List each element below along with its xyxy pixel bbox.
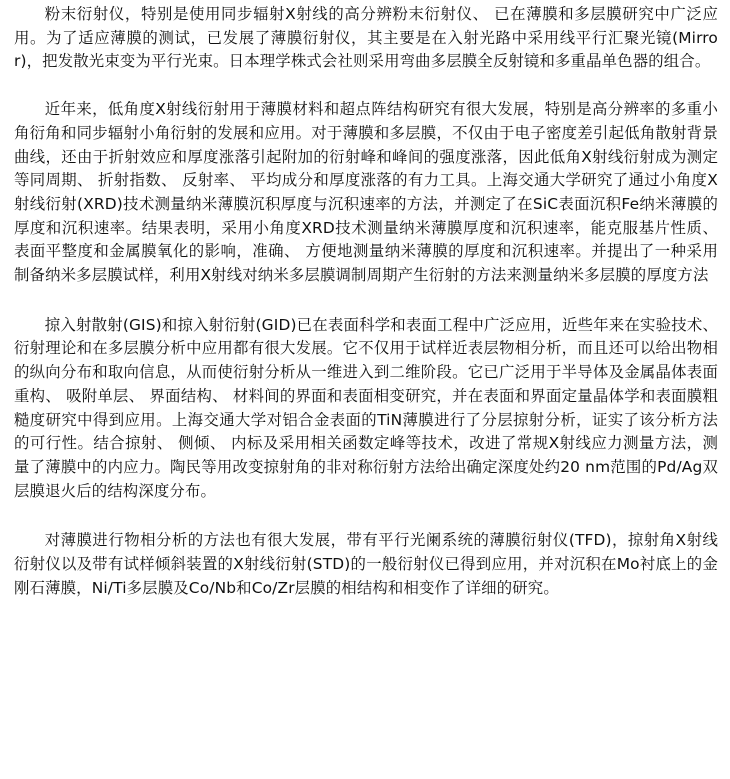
document-body [14,0,718,600]
paragraph-grazing-incidence: 掠入射散射(GIS)和掠入射衍射(GID)已在表面科学和表面工程中广泛应用，近些年来在实验技术、 衍射理论和在多层膜分析中应用都有很大发展。它不仅用于试样近表层物相分析，而且还可以给出物相的纵向分布和取向信息，从而使衍射分析从一维进入到二维阶段。它已广泛用于半导体及金属晶体表面重构、 吸附单层、 界面结构、 材料间的界面和表面相变研究，并在表面和界面定量晶体学和表面膜粗糙度研究中得到应用。上海交通大学对铝合金表面的TiN薄膜进行了分层掠射分析，证实了该分析方法的可行性。结合掠射、 侧倾、 内标及采用相关函数定峰等技术，改进了常规X射线应力测量方法，测量了薄膜中的内应力。陶民等用改变掠射角的非对称衍射方法给出确定深度处约20 nm范围的Pd/Ag双层膜退火后的结构深度分布。 [14,315,718,500]
paragraph-low-angle-xrd: 近年来，低角度X射线衍射用于薄膜材料和超点阵结构研究有很大发展，特别是高分辨率的多重小角衍角和同步辐射小角衍射的发展和应用。对于薄膜和多层膜，不仅由于电子密度差引起低角散射背景曲线，还由于折射效应和厚度涨落引起附加的衍射峰和峰间的强度涨落，因此低角X射线衍射成为测定等同周期、 折射指数、 反射率、 平均成分和厚度涨落的有力工具。上海交通大学研究了通过小角度X射线衍射(XRD)技术测量纳米薄膜沉积厚度与沉积速率的方法，并测定了在SiC表面沉积Fe纳米薄膜的厚度和沉积速率。结果表明，采用小角度XRD技术测量纳米薄膜厚度和沉积速率，能克服基片性质、 表面平整度和金属膜氧化的影响，准确、 方便地测量纳米薄膜的厚度和沉积速率。并提出了一种采用制备纳米多层膜试样，利用X射线对纳米多层膜调制周期产生衍射的方法来测量纳米多层膜的厚度方法 [14,100,718,285]
paragraph-powder-diffractometer: 粉末衍射仪，特别是使用同步辐射X射线的高分辨粉末衍射仪、 已在薄膜和多层膜研究中广泛应用。为了适应薄膜的测试，已发展了薄膜衍射仪，其主要是在入射光路中采用线平行汇聚光镜(Mirror)，把发散光束变为平行光束。日本理学株式会社则采用弯曲多层膜全反射镜和多重晶单色器的组合。 [14,5,718,71]
paragraph-phase-analysis: 对薄膜进行物相分析的方法也有很大发展，带有平行光阑系统的薄膜衍射仪(TFD)，掠射角X射线衍射仪以及带有试样倾斜装置的X射线衍射(STD)的一般衍射仪已得到应用，并对沉积在Mo衬底上的金刚石薄膜，Ni/Ti多层膜及Co/Nb和Co/Zr层膜的相结构和相变作了详细的研究。 [14,531,718,597]
